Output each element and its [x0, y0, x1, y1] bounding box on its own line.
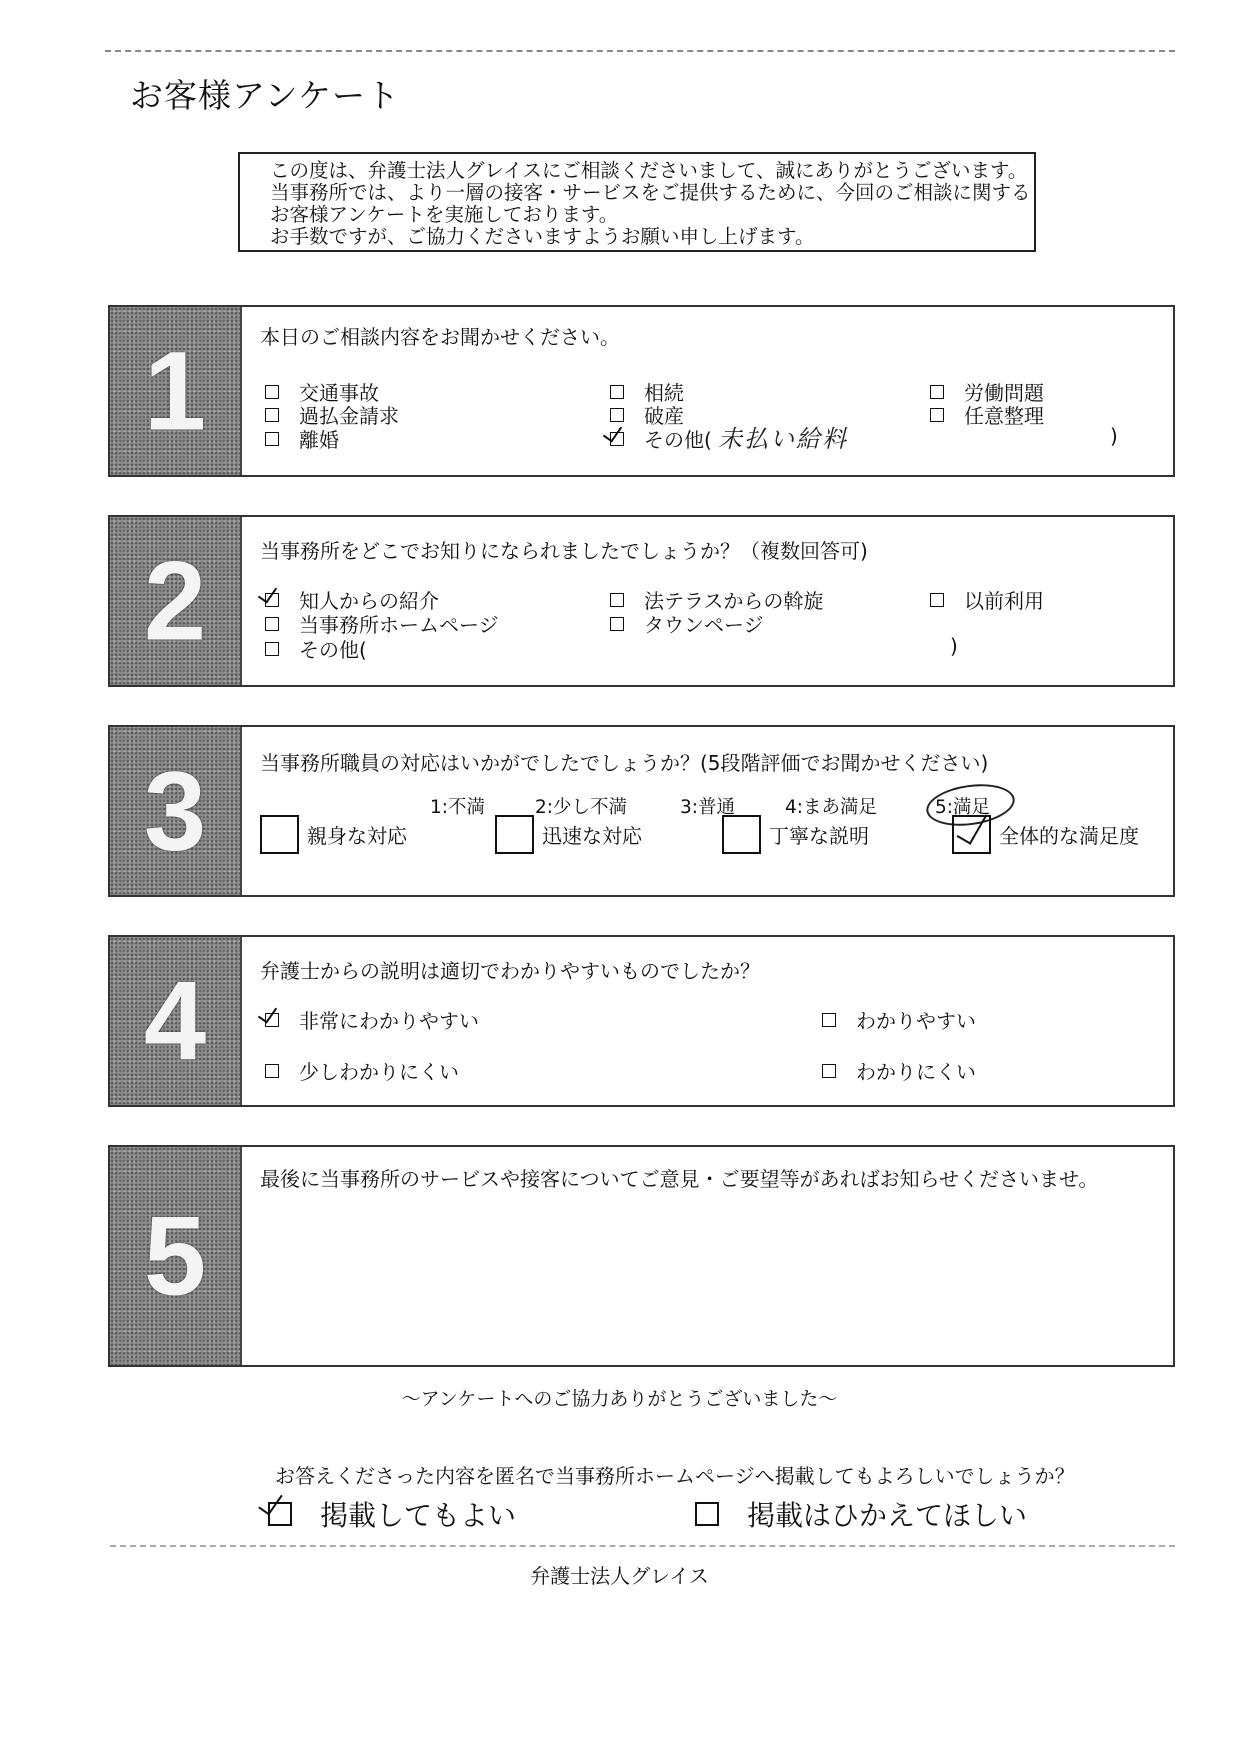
top-rule [105, 50, 1175, 52]
option-bankruptcy[interactable]: 破産 [610, 400, 684, 429]
option-unclear[interactable]: わかりにくい [822, 1056, 976, 1085]
consent-decline[interactable]: 掲載はひかえてほしい [695, 1494, 1027, 1534]
option-labor[interactable]: 労働問題 [930, 377, 1044, 406]
rating-kindness[interactable]: 親身な対応 [260, 815, 407, 854]
section-1 [108, 305, 1175, 477]
rating-explanation[interactable]: 丁寧な説明 [722, 815, 869, 854]
question-text: 本日のご相談内容をお聞かせください。 [260, 325, 620, 349]
thanks-message: ～アンケートへのご協力ありがとうございました～ [401, 1388, 838, 1410]
section-2 [108, 515, 1175, 687]
rating-speed[interactable]: 迅速な対応 [495, 815, 642, 854]
scale-2: 2:少し不満 [535, 797, 628, 818]
section-number: 1 [143, 328, 207, 454]
other-handwritten-answer: 未払い給料 [718, 425, 848, 453]
scale-3: 3:普通 [680, 797, 736, 818]
bottom-rule [110, 1545, 1175, 1547]
checkbox[interactable] [610, 617, 624, 631]
checkbox[interactable] [610, 408, 624, 422]
checkbox[interactable] [265, 642, 279, 656]
scale-4: 4:まあ満足 [785, 797, 878, 818]
section-number: 4 [143, 958, 207, 1084]
checkbox-checked[interactable] [610, 432, 624, 446]
option-very-clear[interactable]: 非常にわかりやすい [265, 1005, 479, 1034]
checkbox[interactable] [265, 408, 279, 422]
section-number-panel [110, 1147, 242, 1365]
section-4 [108, 935, 1175, 1107]
section-number: 2 [143, 538, 207, 664]
section-number-panel [110, 727, 242, 895]
checkbox[interactable] [265, 385, 279, 399]
intro-line: お客様アンケートを実施しております。 [270, 203, 619, 226]
comments-answer-area[interactable] [260, 1207, 1150, 1347]
option-other[interactable]: その他( [610, 424, 712, 453]
intro-box [238, 152, 1036, 252]
close-paren: ) [1110, 424, 1118, 448]
option-houterasu[interactable]: 法テラスからの斡旋 [610, 585, 823, 614]
close-paren: ) [950, 634, 958, 658]
section-number-panel [110, 937, 242, 1105]
option-homepage[interactable]: 当事務所ホームページ [265, 609, 499, 638]
footer-firm-name: 弁護士法人グレイス [530, 1564, 709, 1588]
rating-box[interactable] [260, 815, 299, 854]
question-text: 当事務所職員の対応はいかがでしたでしょうか？(5段階評価でお聞かせください) [260, 751, 989, 775]
question-text: 当事務所をどこでお知りになられましたでしょうか？（複数回答可) [260, 539, 868, 563]
checkbox[interactable] [610, 593, 624, 607]
option-traffic-accident[interactable]: 交通事故 [265, 377, 379, 406]
scale-1: 1:不満 [430, 797, 486, 818]
section-number-panel [110, 517, 242, 685]
rating-box-checked[interactable] [952, 815, 991, 854]
intro-line: 当事務所では、より一層の接客・サービスをご提供するために、今回のご相談に関する [270, 181, 1031, 204]
option-clear[interactable]: わかりやすい [822, 1005, 976, 1034]
rating-box[interactable] [722, 815, 761, 854]
consent-allow[interactable]: 掲載してもよい [268, 1494, 516, 1534]
checkbox[interactable] [265, 432, 279, 446]
option-debt-arrangement[interactable]: 任意整理 [930, 400, 1044, 429]
checkbox[interactable] [930, 385, 944, 399]
option-acquaintance[interactable]: 知人からの紹介 [265, 585, 439, 614]
question-text: 弁護士からの説明は適切でわかりやすいものでしたか？ [260, 959, 760, 983]
option-townpage[interactable]: タウンページ [610, 609, 764, 638]
section-number-panel [110, 307, 242, 475]
question-text: 最後に当事務所のサービスや接客についてご意見・ご要望等があればお知らせくださいませ。 [260, 1167, 1099, 1191]
section-5 [108, 1145, 1175, 1367]
section-3 [108, 725, 1175, 897]
page-title: お客様アンケート [130, 76, 401, 115]
scale-5: 5:満足 [935, 797, 991, 818]
option-inheritance[interactable]: 相続 [610, 377, 684, 406]
intro-line: お手数ですが、ご協力くださいますようお願い申し上げます。 [270, 225, 815, 248]
checkbox[interactable] [822, 1013, 836, 1027]
checkbox[interactable] [610, 385, 624, 399]
checkbox-checked[interactable] [265, 1013, 279, 1027]
consent-question: お答えくださった内容を匿名で当事務所ホームページへ掲載してもよろしいでしょうか？ [275, 1464, 1075, 1488]
checkbox[interactable] [265, 1064, 279, 1078]
option-overpayment[interactable]: 過払金請求 [265, 400, 399, 429]
checkbox[interactable] [695, 1502, 719, 1526]
option-divorce[interactable]: 離婚 [265, 424, 339, 453]
rating-overall[interactable]: 全体的な満足度 [952, 815, 1139, 854]
option-previous-use[interactable]: 以前利用 [930, 585, 1044, 614]
option-somewhat-unclear[interactable]: 少しわかりにくい [265, 1056, 459, 1085]
checkbox[interactable] [930, 593, 944, 607]
checkbox-checked[interactable] [265, 593, 279, 607]
rating-box[interactable] [495, 815, 534, 854]
section-number: 3 [143, 748, 207, 874]
option-other[interactable]: その他( [265, 634, 367, 663]
section-number: 5 [143, 1193, 207, 1319]
intro-line: この度は、弁護士法人グレイスにご相談くださいまして、誠にありがとうございます。 [270, 159, 1028, 182]
checkbox[interactable] [930, 408, 944, 422]
checkbox-checked[interactable] [268, 1502, 292, 1526]
checkbox[interactable] [822, 1064, 836, 1078]
checkbox[interactable] [265, 617, 279, 631]
